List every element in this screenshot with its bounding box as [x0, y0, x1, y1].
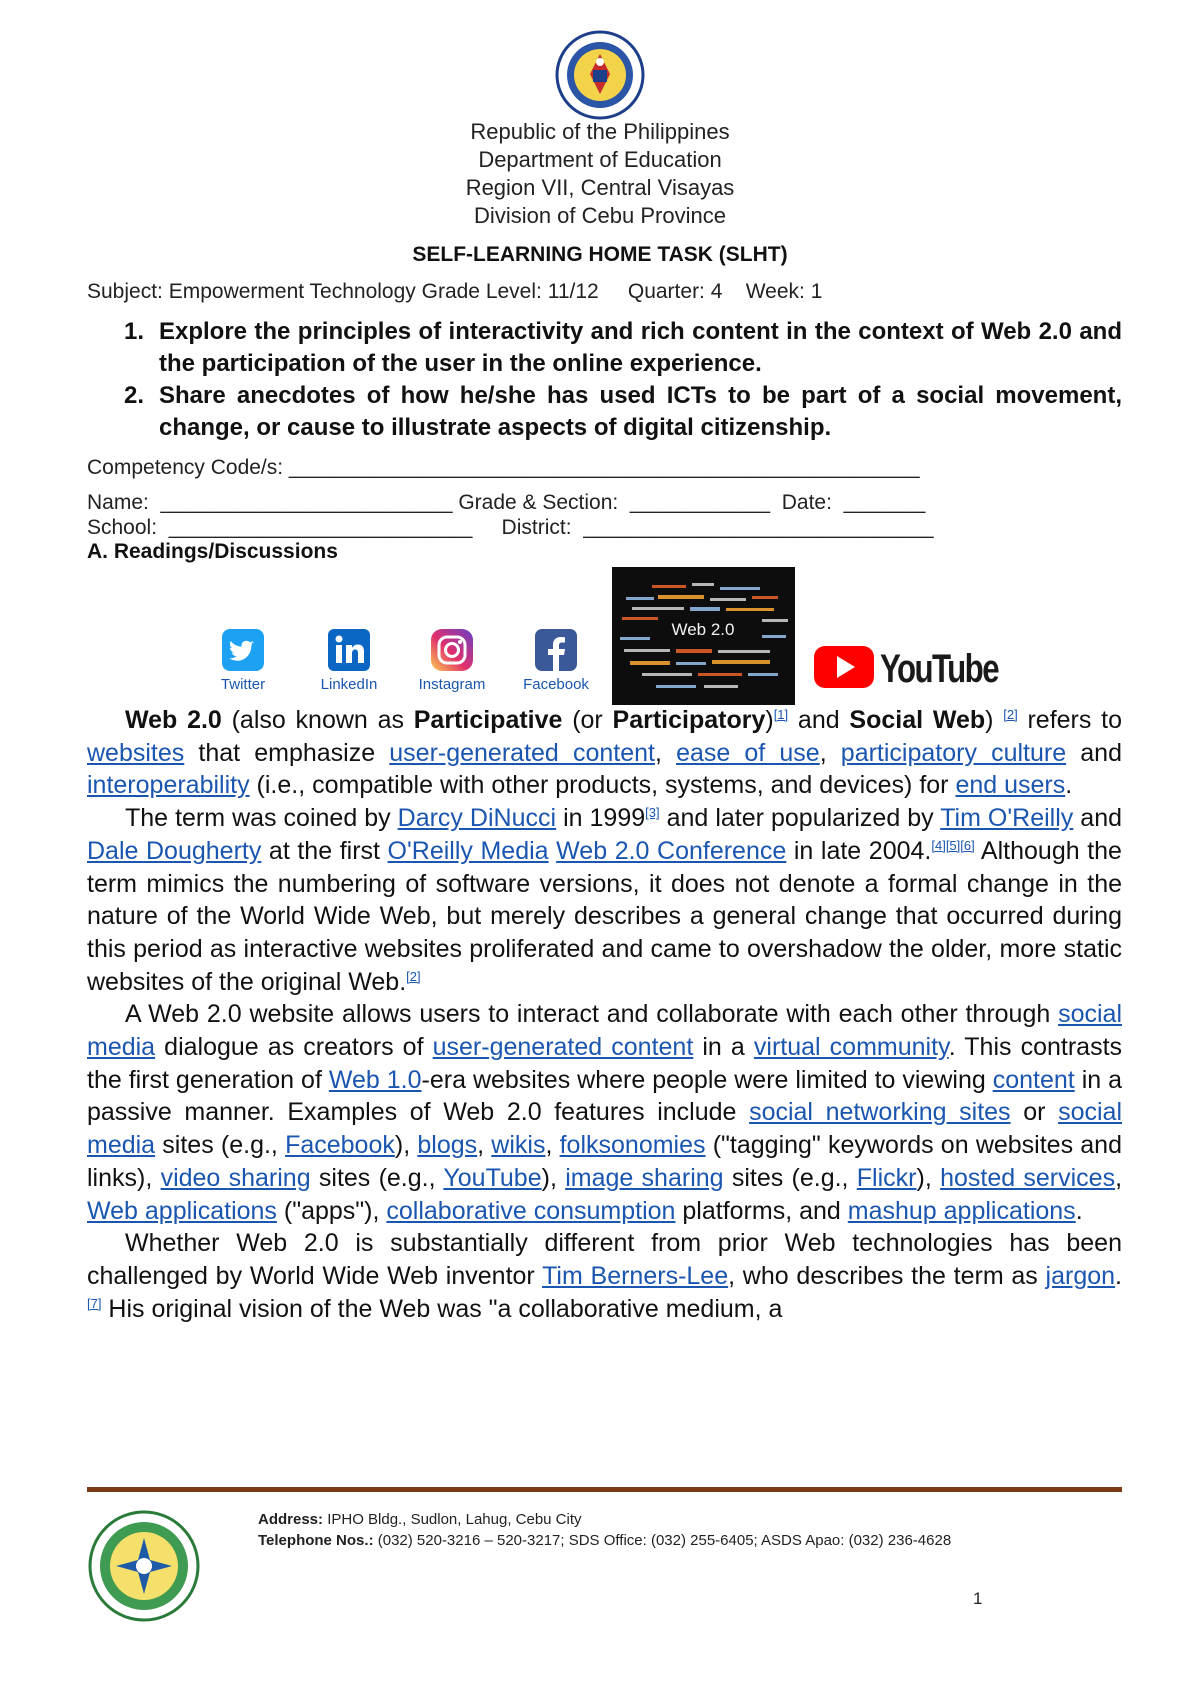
page-number: 1 — [973, 1589, 983, 1608]
telephone-label: Telephone Nos.: — [258, 1532, 374, 1549]
footer-contact — [258, 1509, 978, 1551]
text-run: sites (e.g., — [310, 1163, 444, 1192]
text-run: His original vision of the Web was "a collaborative medium, a — [101, 1294, 783, 1323]
telephone-value: (032) 520-3216 – 520-3217; SDS Office: (032) 255-6405; ASDS Apao: (032) 236-4628 — [373, 1532, 952, 1549]
text-run: , — [545, 1131, 560, 1160]
school-district-line: School: __________________________ District: ______________________________ — [87, 516, 934, 539]
term-participative: Participative — [413, 706, 563, 734]
objective-text: Share anecdotes of how he/she has used ICTs to be part of a social movement, change, or cause to illustrate aspects of digital citizenship. — [159, 382, 1122, 441]
link-dale-dougherty[interactable]: Dale Dougherty — [87, 836, 262, 865]
division-seal-logo — [88, 1510, 200, 1622]
link-user-generated-content[interactable]: user-generated content — [432, 1033, 694, 1062]
text-run: at the first — [261, 836, 388, 865]
link-interoperability[interactable]: interoperability — [87, 771, 250, 800]
text-run: , who describes the term as — [728, 1261, 1046, 1290]
link-youtube[interactable]: YouTube — [443, 1163, 542, 1192]
link-user-generated-content[interactable]: user-generated content — [389, 738, 655, 767]
footer-divider — [87, 1487, 1122, 1492]
link-mashup-applications[interactable]: mashup applications — [847, 1196, 1076, 1225]
link-tim-berners-lee[interactable]: Tim Berners-Lee — [542, 1261, 729, 1290]
text-run: (or — [562, 706, 613, 734]
text-run: Whether Web 2.0 is substantially different from prior Web technologies has been challenged by World Wide Web inventor — [87, 1229, 1122, 1290]
text-run: and — [1073, 804, 1122, 833]
header-line-department: Department of Education — [478, 147, 722, 172]
twitter-icon — [221, 628, 265, 672]
subject-line: Subject: Empowerment Technology Grade Level: 11/12 Quarter: 4 Week: 1 — [87, 280, 823, 303]
citation-link[interactable]: [2] — [406, 968, 421, 984]
link-blogs[interactable]: blogs — [417, 1131, 478, 1160]
text-run: and — [788, 706, 850, 734]
text-run: in a passive manner. Examples of Web 2.0 features include — [87, 1065, 1123, 1127]
name-grade-date-line: Name: _________________________ Grade & Section: ____________ Date: _______ — [87, 491, 926, 514]
text-run: ) — [765, 706, 774, 734]
link-hosted-services[interactable]: hosted services — [940, 1163, 1116, 1192]
objectives-list — [87, 316, 1122, 444]
text-run: , — [1115, 1163, 1123, 1192]
linkedin-icon — [327, 628, 371, 672]
text-run: or — [1010, 1098, 1059, 1127]
text-run: (i.e., compatible with other products, systems, and devices) for — [249, 771, 956, 800]
instagram-logo-group — [397, 628, 507, 693]
section-a-heading: A. Readings/Discussions — [87, 540, 338, 563]
instagram-label: Instagram — [418, 676, 486, 693]
text-run: ), — [916, 1163, 941, 1192]
deped-seal-logo — [555, 30, 645, 120]
link-participatory-culture[interactable]: participatory culture — [840, 738, 1067, 767]
text-run: ("tagging" keywords on websites and links), — [87, 1131, 1122, 1192]
link-web10[interactable]: Web 1.0 — [328, 1065, 422, 1094]
instagram-icon — [430, 628, 474, 672]
objective-text: Explore the principles of interactivity and rich content in the context of Web 2.0 and the participation of the user in the online experience. — [159, 318, 1122, 377]
facebook-logo-group — [501, 628, 611, 693]
citation-link[interactable]: [3] — [645, 805, 660, 821]
text-run: The term was coined by — [125, 804, 398, 833]
text-run: -era websites where people were limited to viewing — [421, 1065, 993, 1094]
linkedin-label: LinkedIn — [320, 676, 378, 693]
paragraph-web20-definition — [87, 704, 1122, 802]
link-folksonomies[interactable]: folksonomies — [559, 1131, 706, 1160]
link-social-media[interactable]: social media — [87, 1000, 1122, 1062]
citation-link[interactable]: [4][5][6] — [931, 837, 975, 853]
text-run: in late 2004. — [786, 836, 932, 865]
text-run: . — [1115, 1261, 1122, 1290]
text-run: sites (e.g., — [723, 1163, 857, 1192]
citation-link[interactable]: [1] — [773, 707, 789, 722]
text-run: (also known as — [221, 706, 414, 734]
text-run: in 1999 — [556, 804, 646, 833]
text-run: and later popularized by — [659, 804, 941, 833]
link-facebook[interactable]: Facebook — [285, 1131, 395, 1160]
text-run: , — [477, 1131, 492, 1160]
youtube-logo — [812, 640, 1002, 694]
term-participatory: Participatory — [612, 706, 766, 734]
text-run: , — [654, 738, 677, 767]
link-oreilly-media[interactable]: O'Reilly Media — [387, 836, 549, 865]
twitter-label: Twitter — [220, 676, 266, 693]
text-run: . — [1065, 771, 1073, 800]
address-value: IPHO Bldg., Sudlon, Lahug, Cebu City — [323, 1511, 582, 1528]
text-run: that emphasize — [184, 738, 390, 767]
link-image-sharing[interactable]: image sharing — [565, 1163, 724, 1192]
link-ease-of-use[interactable]: ease of use — [676, 738, 820, 767]
twitter-logo-group — [188, 628, 298, 693]
link-end-users[interactable]: end users — [955, 771, 1066, 800]
text-run: ), — [541, 1163, 566, 1192]
term-social-web: Social Web — [849, 706, 986, 734]
header-line-division: Division of Cebu Province — [474, 203, 726, 228]
link-wikis[interactable]: wikis — [491, 1131, 546, 1160]
link-web-applications[interactable]: Web applications — [87, 1196, 277, 1225]
text-run: ), — [394, 1131, 418, 1160]
objective-item — [87, 316, 1122, 380]
link-web20-conference[interactable]: Web 2.0 Conference — [556, 836, 787, 865]
document-title: SELF-LEARNING HOME TASK (SLHT) — [412, 243, 788, 266]
objective-number: 2. — [124, 382, 145, 409]
link-social-networking-sites[interactable]: social networking sites — [749, 1098, 1011, 1127]
facebook-label: Facebook — [523, 676, 589, 693]
link-virtual-community[interactable]: virtual community — [753, 1033, 949, 1062]
text-run: Although the term mimics the numbering of software versions, it does not denote a formal change in the nature of the World Wide Web, but merely describes a general change that occurred during this period as interactive websites proliferated and came to overshadow the older, more static websites of the original Web. — [87, 836, 1122, 996]
text-run: , — [819, 738, 841, 767]
text-run: dialogue as creators of — [155, 1033, 433, 1062]
text-run: and — [1066, 738, 1122, 767]
facebook-icon — [534, 628, 578, 672]
web20-word-cloud-image — [612, 567, 795, 705]
linkedin-logo-group — [294, 628, 404, 693]
paragraph-term-history — [87, 802, 1122, 998]
text-run: A Web 2.0 website allows users to interact and collaborate with each other through — [125, 1000, 1059, 1029]
link-tim-oreilly[interactable]: Tim O'Reilly — [940, 804, 1074, 833]
paragraph-berners-lee — [87, 1227, 1122, 1325]
web20-caption: Web 2.0 — [671, 620, 735, 639]
link-flickr[interactable]: Flickr — [856, 1163, 917, 1192]
link-content[interactable]: content — [992, 1065, 1075, 1094]
agency-header — [0, 118, 1200, 230]
address-label: Address: — [258, 1511, 324, 1528]
text-run: ("apps"), — [276, 1196, 387, 1225]
objective-number: 1. — [124, 318, 145, 345]
citation-link[interactable]: [7] — [87, 1295, 102, 1311]
link-darcy-dinucci[interactable]: Darcy DiNucci — [397, 804, 557, 833]
link-collaborative-consumption[interactable]: collaborative consumption — [386, 1196, 676, 1225]
link-video-sharing[interactable]: video sharing — [160, 1163, 311, 1192]
objective-item — [87, 380, 1122, 444]
youtube-wordmark: YouTube — [880, 647, 999, 691]
header-line-republic: Republic of the Philippines — [470, 119, 730, 144]
reading-text — [87, 704, 1122, 1325]
text-run: platforms, and — [675, 1196, 848, 1225]
footer-telephone — [258, 1530, 978, 1551]
citation-link[interactable]: [2] — [1003, 707, 1018, 722]
competency-code-line: Competency Code/s: ______________________________________________________ — [87, 456, 920, 479]
term-web20: Web 2.0 — [125, 706, 222, 734]
text-run: . — [1075, 1196, 1083, 1225]
text-run: sites (e.g., — [155, 1131, 286, 1160]
text-run: . This contrasts the first generation of — [87, 1033, 1123, 1094]
header-line-region: Region VII, Central Visayas — [465, 175, 735, 200]
link-social-media[interactable]: social media — [87, 1098, 1122, 1160]
footer-address — [258, 1509, 978, 1530]
text-run: ) — [985, 706, 994, 734]
link-websites[interactable]: websites — [87, 738, 185, 767]
paragraph-web20-features — [87, 998, 1122, 1227]
link-jargon[interactable]: jargon — [1045, 1261, 1116, 1290]
text-run: refers to — [1017, 706, 1122, 734]
text-run: in a — [693, 1033, 754, 1062]
